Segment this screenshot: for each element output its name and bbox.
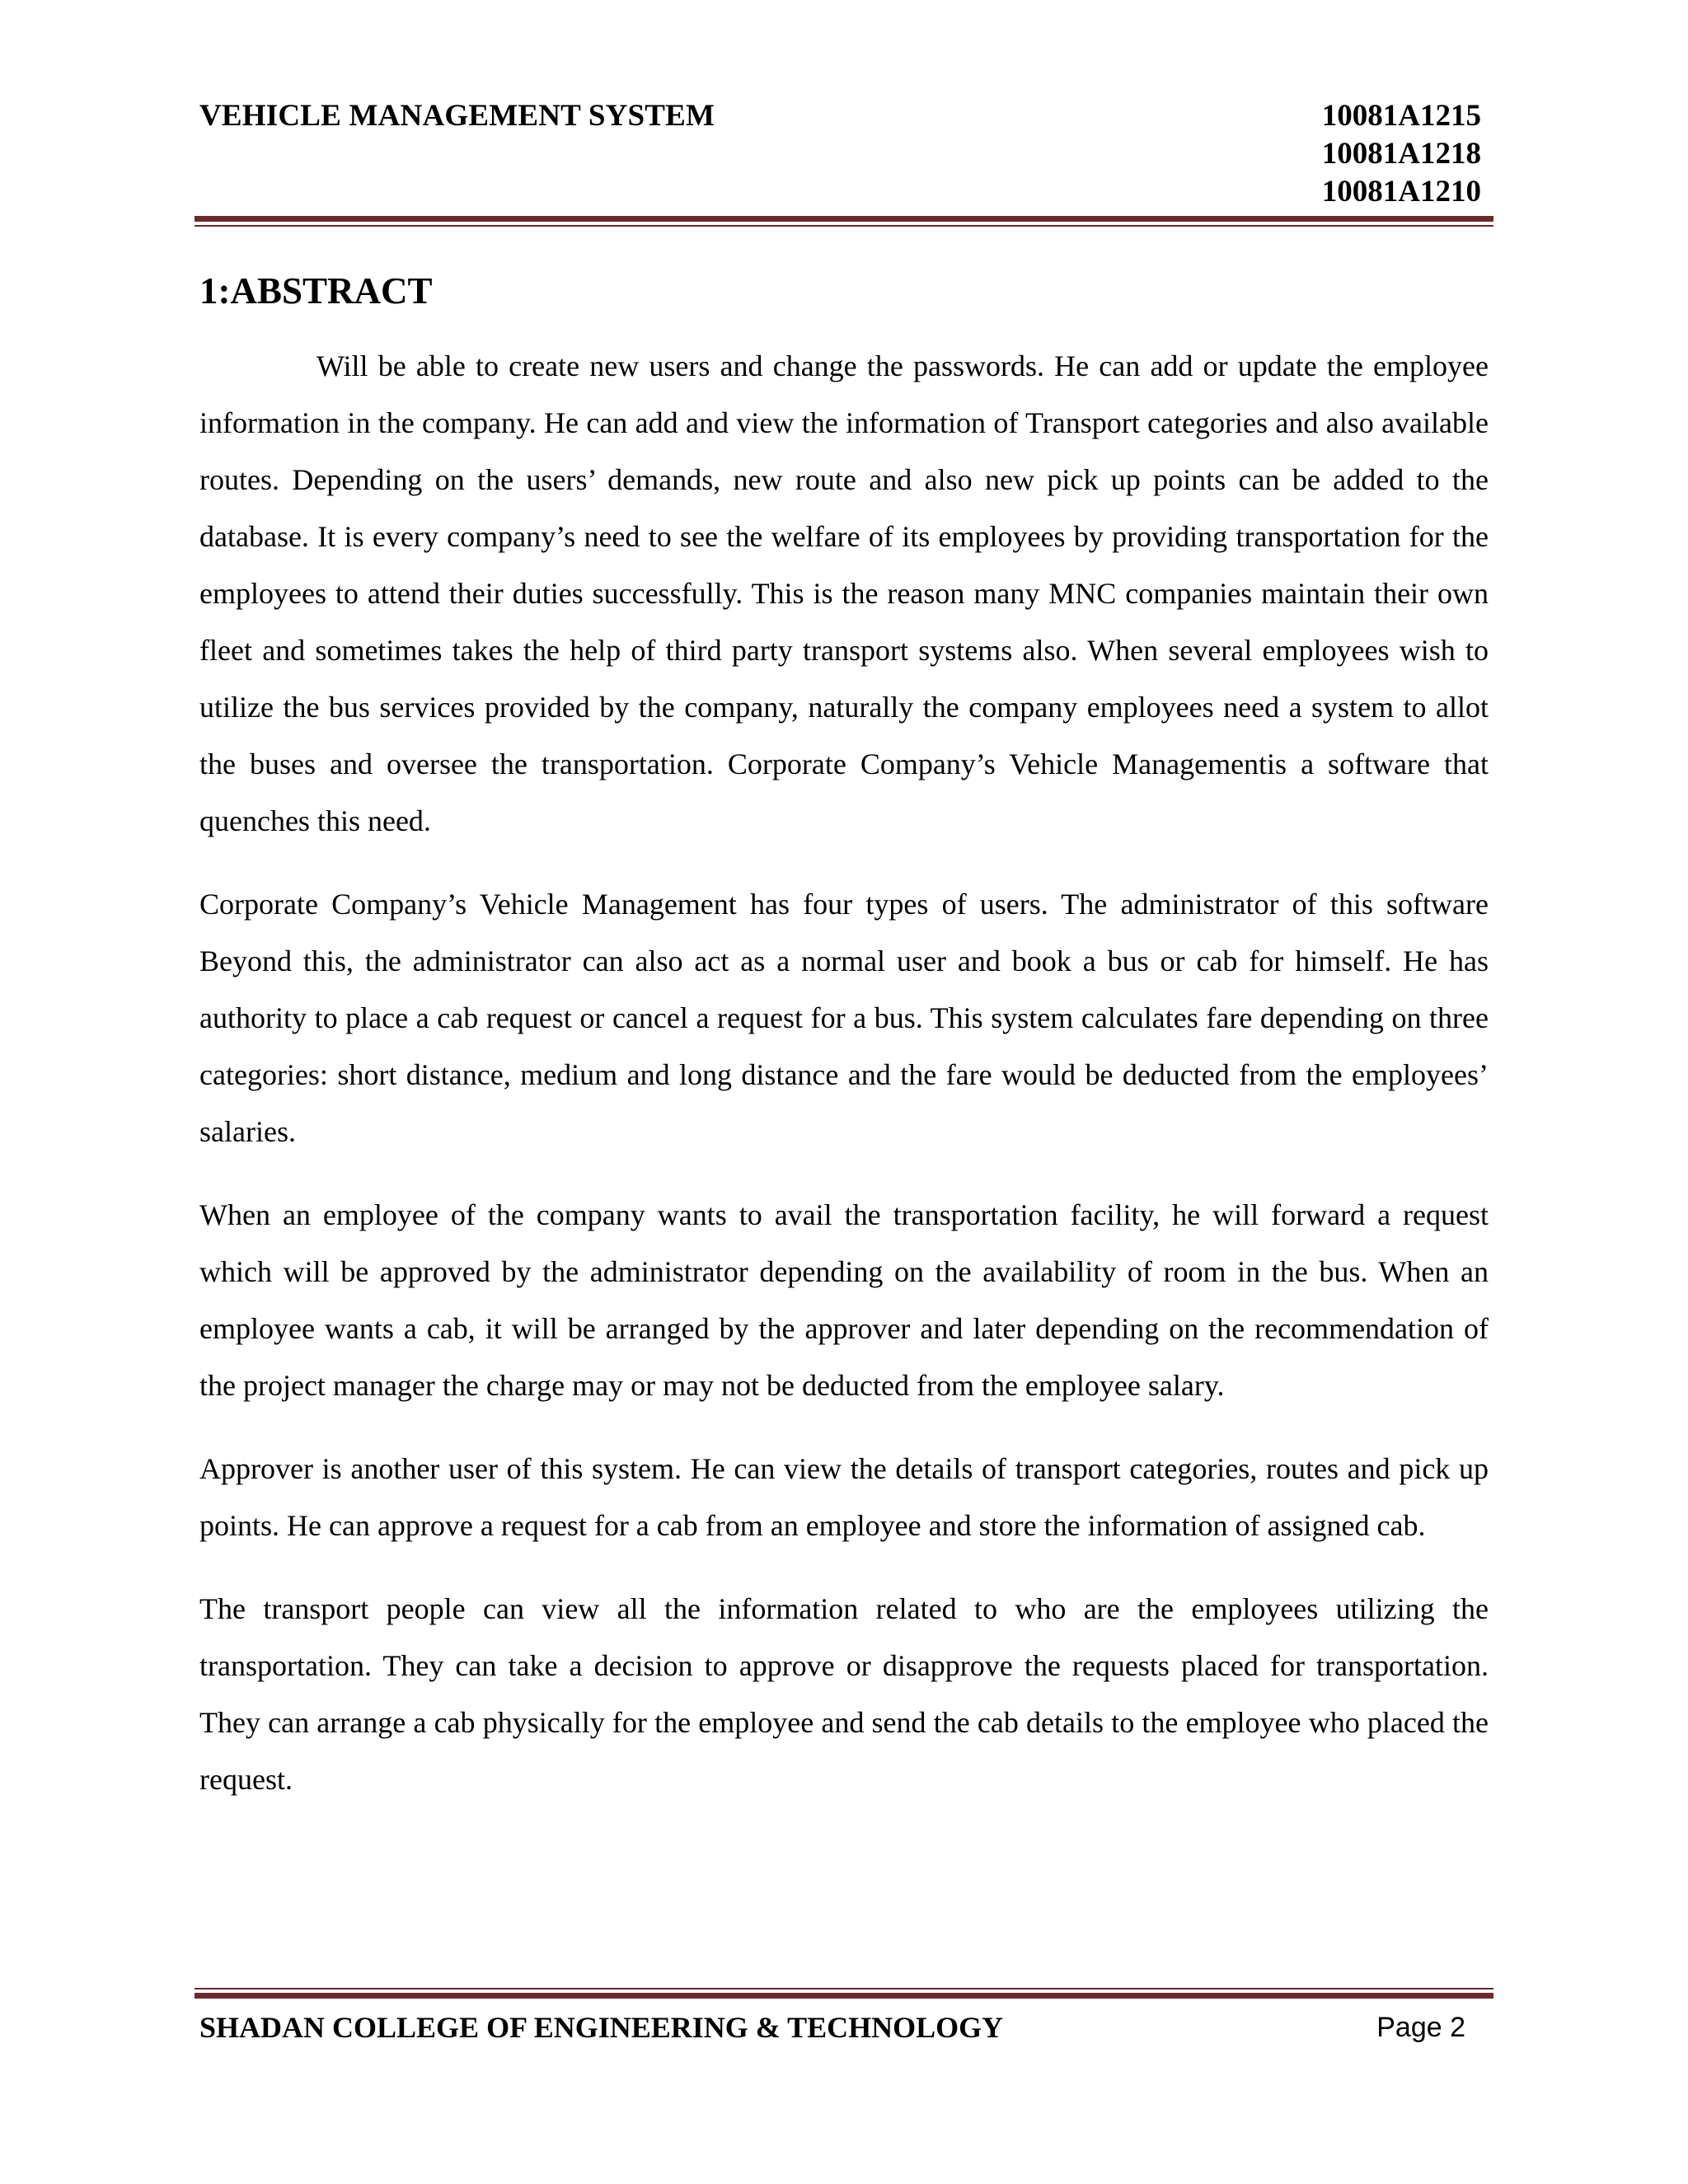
abstract-body	[199, 338, 1489, 1835]
paragraph: Will be able to create new users and change the passwords. He can add or update the employee information in the company. He can add and view the information of Transport categories and also available routes. Depending on the users’ demands, new route and also new pick up points can be added to the database. It is every company’s need to see the welfare of its employees by providing transportation for the employees to attend their duties successfully. This is the reason many MNC companies maintain their own fleet and sometimes takes the help of third party transport systems also. When several employees wish to utilize the bus services provided by the company, naturally the company employees need a system to allot the buses and oversee the transportation. Corporate Company’s Vehicle Managementis a software that quenches this need.	[199, 349, 1489, 837]
header-divider-thick	[195, 216, 1493, 222]
header-id: 10081A1210	[1321, 175, 1481, 209]
header-id: 10081A1215	[1321, 99, 1481, 133]
paragraph: When an employee of the company wants to avail the transportation facility, he will forward a request which will be approved by the administrator depending on the availability of room in the bus. When an employee wants a cab, it will be arranged by the approver and later depending on the recommendation of the project manager the charge may or may not be deducted from the employee salary.	[199, 1198, 1489, 1402]
header-id: 10081A1218	[1321, 137, 1481, 171]
paragraph: Corporate Company’s Vehicle Management has four types of users. The administrator of this software Beyond this, the administrator can also act as a normal user and book a bus or cab for himself. He has authority to place a cab request or cancel a request for a bus. This system calculates fare depending on three categories: short distance, medium and long distance and the fare would be deducted from the employees’ salaries.	[199, 888, 1489, 1148]
footer-divider-thin	[195, 1988, 1493, 1990]
footer-college-name: SHADAN COLLEGE OF ENGINEERING & TECHNOLOGY	[199, 2011, 1004, 2044]
page-number: Page 2	[1376, 2012, 1465, 2043]
paragraph: The transport people can view all the information related to who are the employees utilizing the transportation. They can take a decision to approve or disapprove the requests placed for transportation. They can arrange a cab physically for the employee and send the cab details to the employee who placed the request.	[199, 1592, 1489, 1796]
header-id-list	[1322, 97, 1481, 211]
paragraph: Approver is another user of this system. He can view the details of transport categories, routes and pick up points. He can approve a request for a cab from an employee and store the information of assigned cab.	[199, 1452, 1489, 1542]
footer-divider-thick	[195, 1993, 1493, 1999]
header-divider-thin	[195, 225, 1493, 227]
section-heading: 1:ABSTRACT	[199, 270, 433, 312]
header-title: VEHICLE MANAGEMENT SYSTEM	[199, 99, 715, 133]
